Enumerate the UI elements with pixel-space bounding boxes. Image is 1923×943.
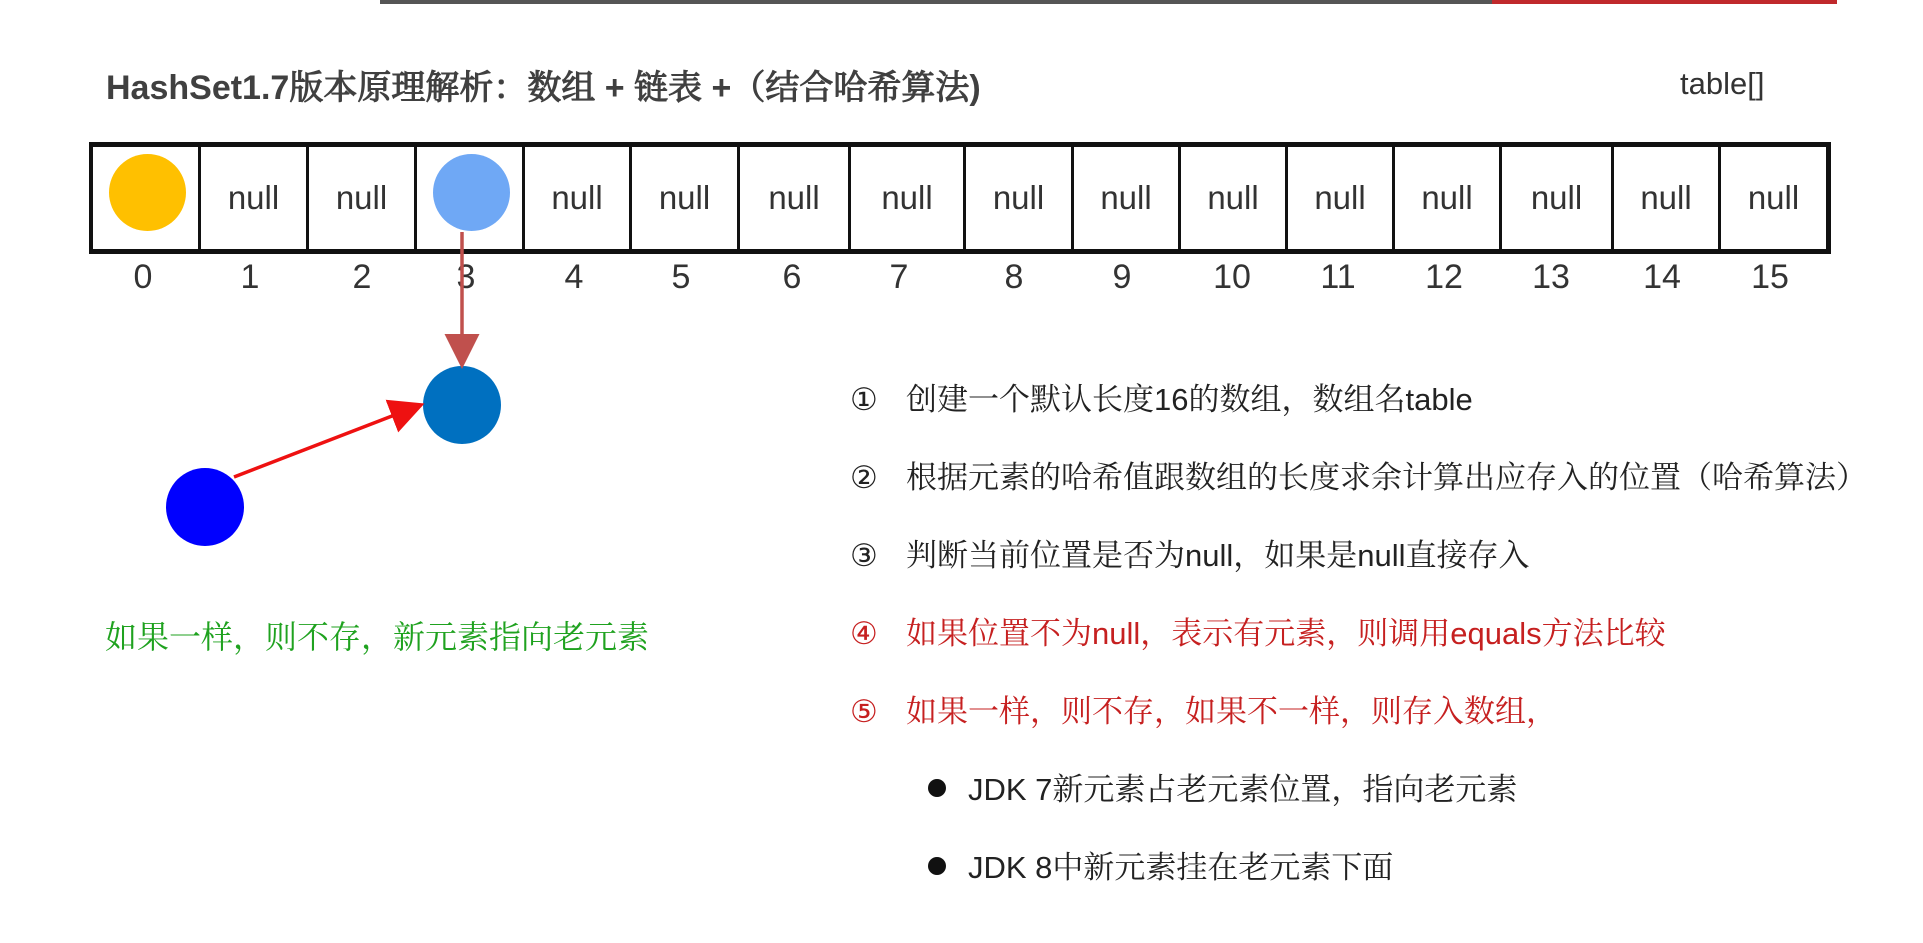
bullet-dot-icon <box>928 779 946 797</box>
step-5 <box>850 686 1557 731</box>
table-label: table[] <box>1680 66 1765 101</box>
step-1 <box>850 374 1473 419</box>
array-cell-12: null <box>1395 147 1502 249</box>
array-index: 3 <box>456 258 476 296</box>
array-cell-4: null <box>525 147 632 249</box>
bullet-text: JDK 8中新元素挂在老元素下面 <box>968 850 1394 885</box>
array-cell-7: null <box>851 147 966 249</box>
step-number: ② <box>850 460 878 495</box>
step-text: 如果位置不为null，表示有元素，则调用equals方法比较 <box>906 616 1666 651</box>
step-2 <box>850 452 1867 497</box>
bullet-jdk7 <box>928 764 1517 809</box>
bullet-dot-icon <box>928 857 946 875</box>
step-text: 判断当前位置是否为null，如果是null直接存入 <box>906 538 1530 573</box>
step-text: 根据元素的哈希值跟数组的长度求余计算出应存入的位置（哈希算法） <box>906 460 1867 495</box>
array-cell-13: null <box>1502 147 1614 249</box>
array-index: 11 <box>1320 258 1356 296</box>
step-text: 如果一样，则不存，如果不一样，则存入数组， <box>906 694 1557 729</box>
array-index: 5 <box>671 258 691 296</box>
array-cell-5: null <box>632 147 740 249</box>
array-index: 13 <box>1532 258 1570 296</box>
array-cell-6: null <box>740 147 851 249</box>
page-title: HashSet1.7版本原理解析：数组 + 链表 +（结合哈希算法) <box>106 69 981 107</box>
bullet-jdk8 <box>928 842 1393 887</box>
array-index: 2 <box>352 258 372 296</box>
array-cell-8: null <box>966 147 1074 249</box>
array-index: 8 <box>1004 258 1024 296</box>
step-number: ① <box>850 382 878 417</box>
step-4 <box>850 608 1666 653</box>
array-index: 6 <box>782 258 802 296</box>
new-element-arrow <box>234 406 418 477</box>
array-cell-14: null <box>1614 147 1721 249</box>
array-index: 1 <box>240 258 260 296</box>
array-index: 14 <box>1643 258 1681 296</box>
step-text: 创建一个默认长度16的数组，数组名table <box>906 382 1473 417</box>
array-cell-2: null <box>309 147 417 249</box>
array-cell-10: null <box>1181 147 1288 249</box>
same-element-note: 如果一样，则不存，新元素指向老元素 <box>105 619 650 655</box>
array-index: 9 <box>1112 258 1132 296</box>
array-cell-9: null <box>1074 147 1181 249</box>
step-3 <box>850 530 1530 575</box>
array-cell-11: null <box>1288 147 1395 249</box>
array-index: 0 <box>133 258 153 296</box>
array-index: 4 <box>564 258 584 296</box>
step-number: ③ <box>850 538 878 573</box>
step-number: ⑤ <box>850 694 878 729</box>
array-cell-15: null <box>1721 147 1831 249</box>
array-index: 12 <box>1425 258 1463 296</box>
array-cell-1: null <box>201 147 309 249</box>
step-number: ④ <box>850 616 878 651</box>
array-index: 10 <box>1213 258 1251 296</box>
array-index: 15 <box>1751 258 1789 296</box>
array-index: 7 <box>889 258 909 296</box>
bullet-text: JDK 7新元素占老元素位置，指向老元素 <box>968 772 1518 807</box>
